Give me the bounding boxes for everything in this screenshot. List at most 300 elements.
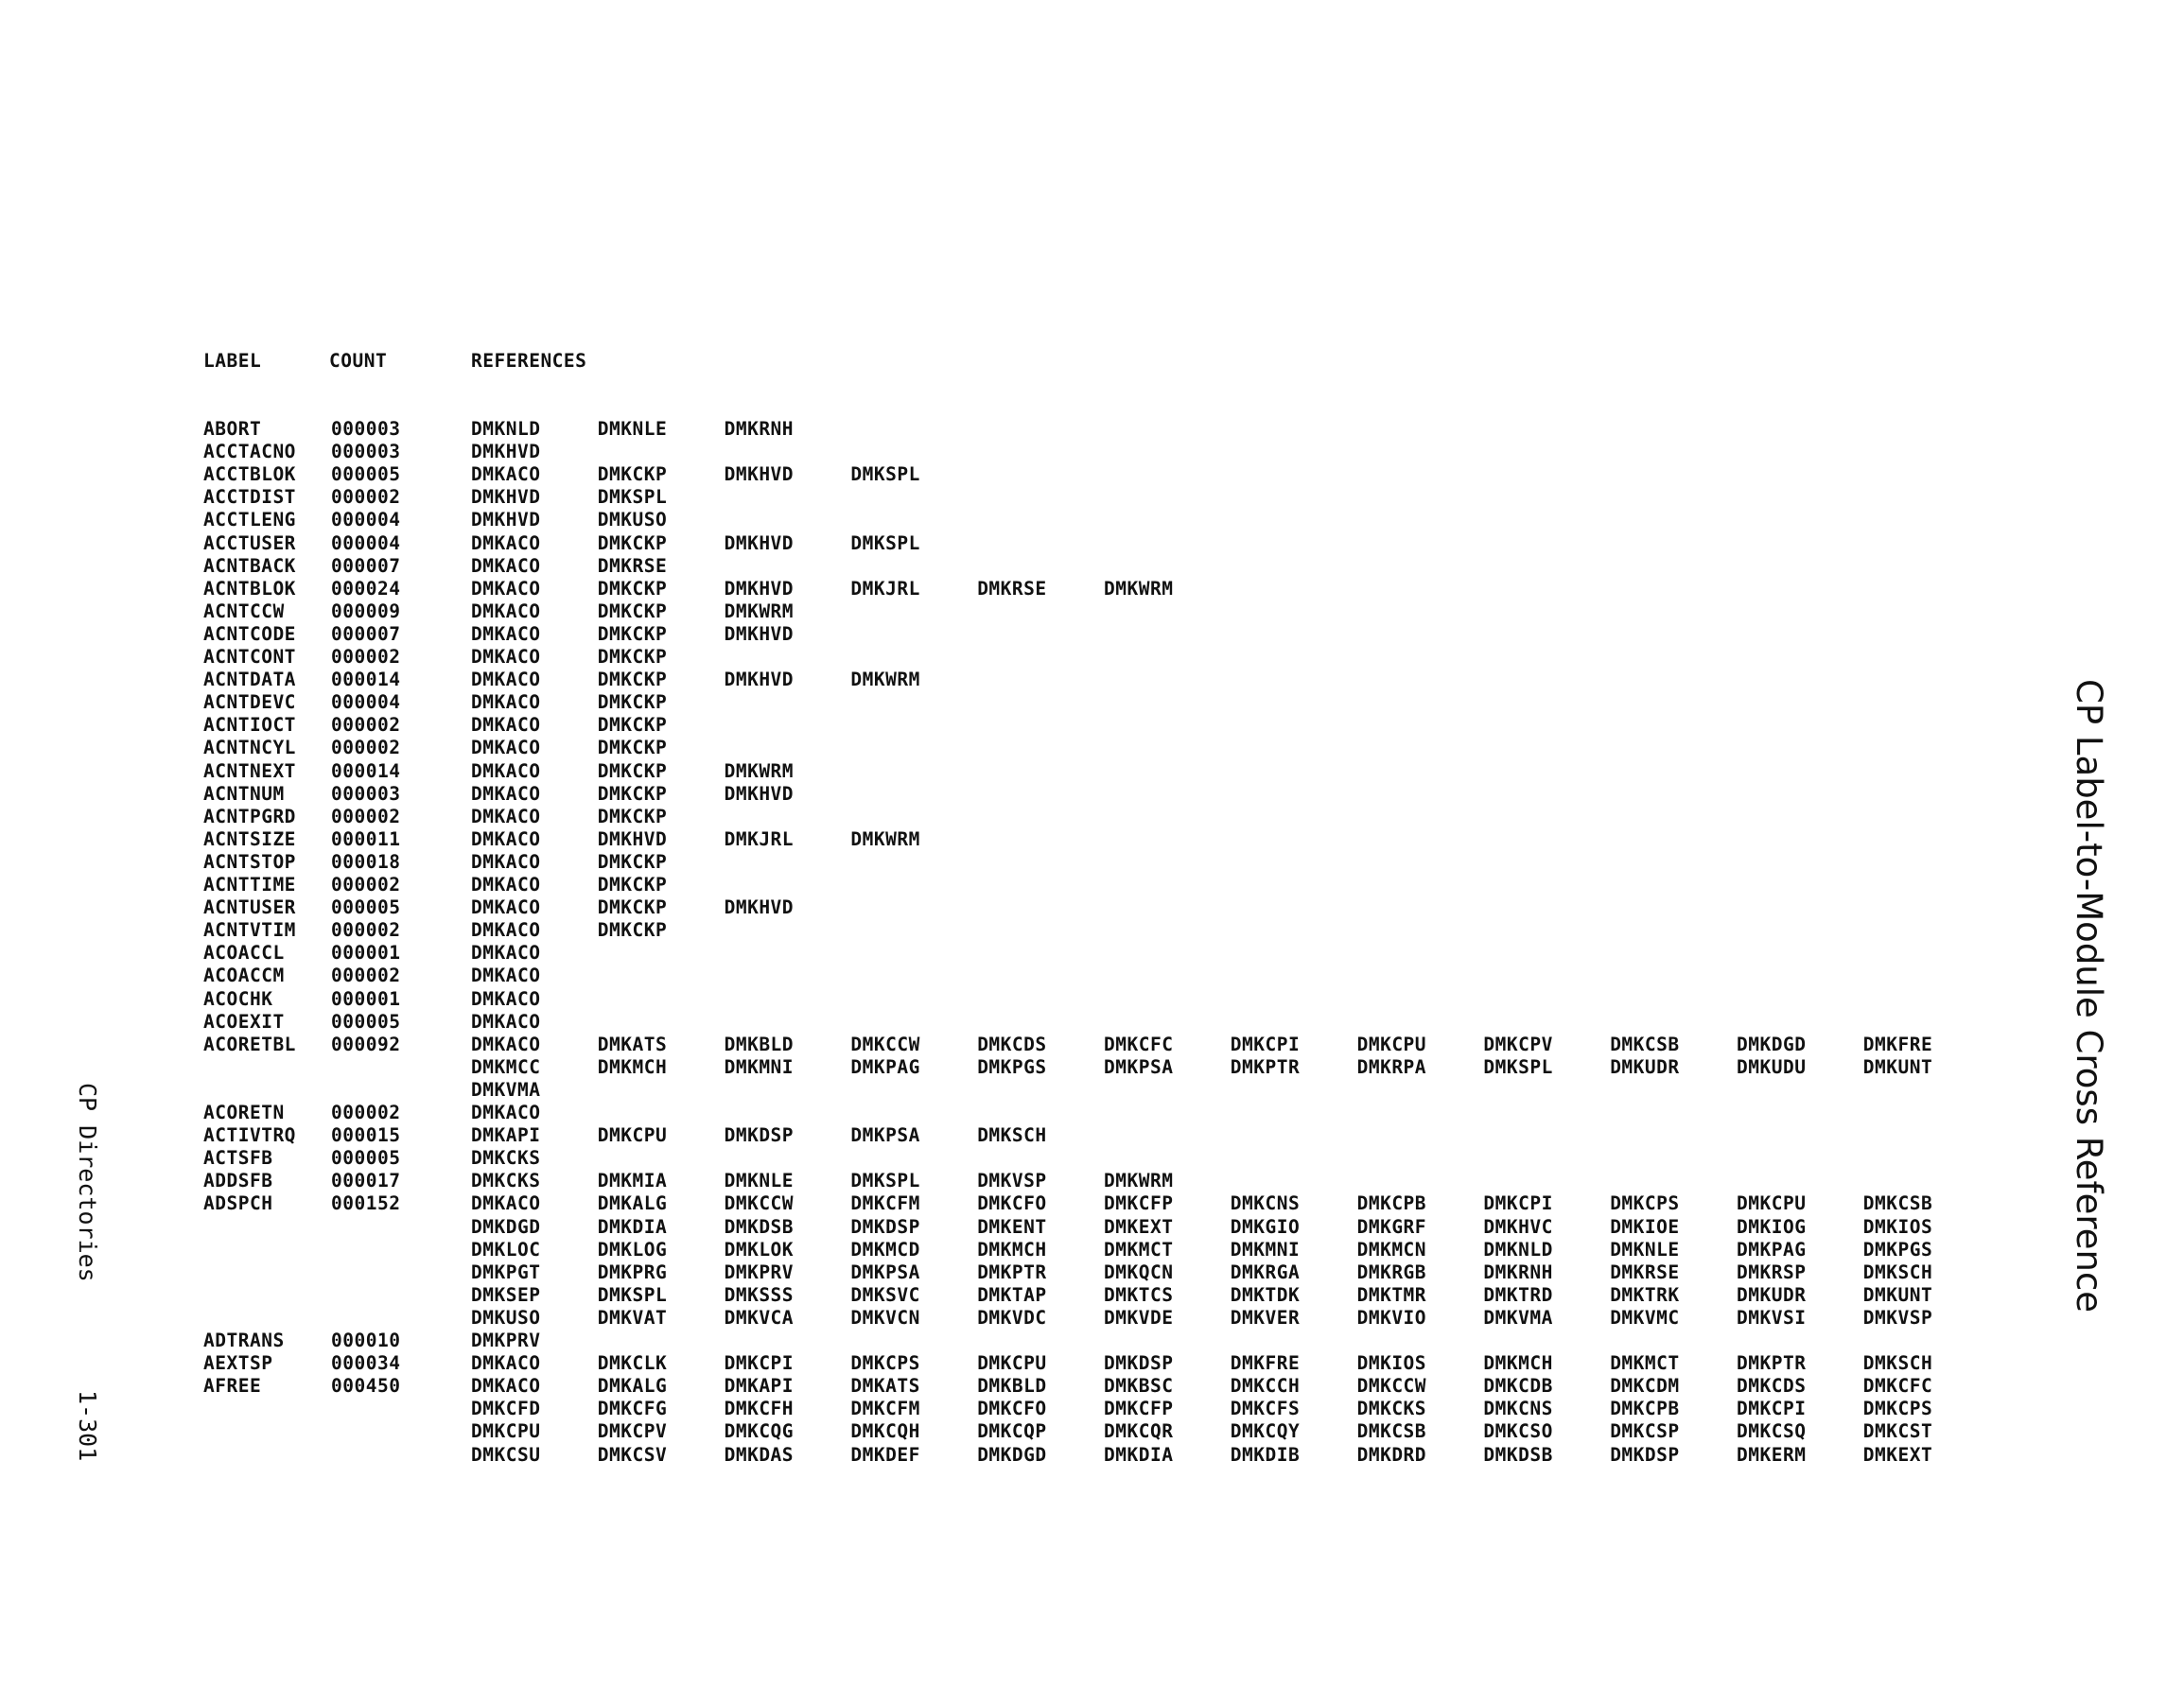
table-row — [0, 669, 2184, 691]
module-reference: DMKBLD — [977, 1375, 1047, 1398]
module-reference: DMKCKP — [597, 896, 668, 919]
module-reference: DMKCLK — [597, 1352, 668, 1375]
module-reference: DMKVIO — [1356, 1306, 1427, 1329]
module-reference: DMKVAT — [597, 1306, 668, 1329]
table-row — [0, 1034, 2184, 1056]
row-label: ABORT — [203, 418, 262, 440]
table-row — [0, 578, 2184, 600]
module-reference: DMKWRM — [1104, 1170, 1174, 1192]
module-reference: DMKACO — [471, 1192, 541, 1215]
module-reference: DMKHVC — [1483, 1215, 1553, 1238]
module-reference: DMKCPI — [1737, 1398, 1807, 1420]
module-reference: DMKVMC — [1610, 1306, 1680, 1329]
row-count: 000011 — [331, 827, 401, 850]
row-label: ACNTCODE — [203, 622, 296, 645]
module-reference: DMKSPL — [597, 486, 668, 509]
row-label: ACNTPGRD — [203, 805, 296, 827]
module-reference: DMKACO — [471, 1352, 541, 1375]
module-reference: DMKCQY — [1230, 1420, 1301, 1443]
module-reference: DMKCKP — [597, 874, 668, 896]
module-reference: DMKERM — [1737, 1443, 1807, 1466]
module-reference: DMKMIA — [597, 1170, 668, 1192]
module-reference: DMKDSP — [1104, 1352, 1174, 1375]
table-row — [0, 1420, 2184, 1443]
module-reference: DMKSPL — [850, 463, 920, 486]
module-reference: DMKPSA — [850, 1124, 920, 1147]
table-row — [0, 965, 2184, 987]
module-reference: DMKDIA — [1104, 1443, 1174, 1466]
row-label: ACNTUSER — [203, 896, 296, 919]
table-row — [0, 441, 2184, 463]
module-reference: DMKCSP — [1610, 1420, 1680, 1443]
row-count: 000002 — [331, 805, 401, 827]
row-count: 000002 — [331, 714, 401, 737]
module-reference: DMKCPU — [1737, 1192, 1807, 1215]
row-count: 000034 — [331, 1352, 401, 1375]
module-reference: DMKVSP — [977, 1170, 1047, 1192]
module-reference: DMKWRM — [850, 827, 920, 850]
module-reference: DMKWRM — [724, 600, 795, 622]
module-reference: DMKACO — [471, 759, 541, 782]
module-reference: DMKCKP — [597, 737, 668, 759]
module-reference: DMKNLD — [471, 418, 541, 440]
module-reference: DMKVCA — [724, 1306, 795, 1329]
module-reference: DMKDGD — [1737, 1033, 1807, 1055]
module-reference: DMKLOG — [597, 1238, 668, 1261]
table-row — [0, 1444, 2184, 1467]
module-reference: DMKLOK — [724, 1238, 795, 1261]
table-row — [0, 1398, 2184, 1420]
module-reference: DMKATS — [597, 1033, 668, 1055]
row-count: 000004 — [331, 509, 401, 531]
module-reference: DMKCPI — [1483, 1192, 1553, 1215]
module-reference: DMKNLD — [1483, 1238, 1553, 1261]
module-reference: DMKSPL — [850, 531, 920, 554]
table-row — [0, 988, 2184, 1011]
module-reference: DMKUDR — [1610, 1055, 1680, 1078]
module-reference: DMKCDB — [1483, 1375, 1553, 1398]
table-row — [0, 760, 2184, 783]
module-reference: DMKFRE — [1862, 1033, 1933, 1055]
module-reference: DMKCPS — [850, 1352, 920, 1375]
module-reference: DMKCCW — [1356, 1375, 1427, 1398]
row-count: 000004 — [331, 531, 401, 554]
module-reference: DMKACO — [471, 622, 541, 645]
module-reference: DMKCKP — [597, 691, 668, 714]
module-reference: DMKCQG — [724, 1420, 795, 1443]
module-reference: DMKDAS — [724, 1443, 795, 1466]
module-reference: DMKHVD — [471, 486, 541, 509]
module-reference: DMKSPL — [1483, 1055, 1553, 1078]
module-reference: DMKEXT — [1862, 1443, 1933, 1466]
module-reference: DMKACO — [471, 1010, 541, 1033]
module-reference: DMKACO — [471, 600, 541, 622]
module-reference: DMKCKP — [597, 577, 668, 600]
module-reference: DMKEXT — [1104, 1215, 1174, 1238]
row-label: ADSPCH — [203, 1192, 273, 1215]
module-reference: DMKPTR — [977, 1261, 1047, 1283]
module-reference: DMKIOS — [1862, 1215, 1933, 1238]
module-reference: DMKTAP — [977, 1283, 1047, 1306]
module-reference: DMKHVD — [724, 669, 795, 691]
module-reference: DMKSSS — [724, 1283, 795, 1306]
table-row — [0, 783, 2184, 806]
table-row — [0, 463, 2184, 486]
module-reference: DMKMCD — [850, 1238, 920, 1261]
module-reference: DMKDSB — [1483, 1443, 1553, 1466]
module-reference: DMKRSP — [1737, 1261, 1807, 1283]
table-row — [0, 691, 2184, 714]
module-reference: DMKUSO — [597, 509, 668, 531]
module-reference: DMKCKS — [1356, 1398, 1427, 1420]
table-row — [0, 1124, 2184, 1147]
module-reference: DMKCFO — [977, 1192, 1047, 1215]
row-label: ACTSFB — [203, 1147, 273, 1170]
module-reference: DMKALG — [597, 1375, 668, 1398]
module-reference: DMKFRE — [1230, 1352, 1301, 1375]
module-reference: DMKBSC — [1104, 1375, 1174, 1398]
module-reference: DMKRSE — [977, 577, 1047, 600]
module-reference: DMKGIO — [1230, 1215, 1301, 1238]
row-count: 000007 — [331, 554, 401, 577]
module-reference: DMKVSI — [1737, 1306, 1807, 1329]
module-reference: DMKPAG — [1737, 1238, 1807, 1261]
table-row — [0, 532, 2184, 555]
row-label: ACCTBLOK — [203, 463, 296, 486]
module-reference: DMKCKP — [597, 805, 668, 827]
row-count: 000005 — [331, 1147, 401, 1170]
module-reference: DMKMCH — [977, 1238, 1047, 1261]
table-row — [0, 1102, 2184, 1124]
module-reference: DMKTRD — [1483, 1283, 1553, 1306]
module-reference: DMKCKS — [471, 1170, 541, 1192]
module-reference: DMKCDS — [977, 1033, 1047, 1055]
module-reference: DMKACO — [471, 805, 541, 827]
row-count: 000002 — [331, 965, 401, 987]
row-count: 000152 — [331, 1192, 401, 1215]
module-reference: DMKDEF — [850, 1443, 920, 1466]
table-row — [0, 828, 2184, 851]
module-reference: DMKMCH — [1483, 1352, 1553, 1375]
module-reference: DMKACO — [471, 577, 541, 600]
row-count: 000002 — [331, 646, 401, 668]
module-reference: DMKVER — [1230, 1306, 1301, 1329]
references-column-header: REFERENCES — [471, 350, 587, 372]
row-count: 000001 — [331, 987, 401, 1010]
table-row — [0, 1011, 2184, 1034]
module-reference: DMKACO — [471, 827, 541, 850]
row-count: 000024 — [331, 577, 401, 600]
module-reference: DMKHVD — [724, 531, 795, 554]
module-reference: DMKVDE — [1104, 1306, 1174, 1329]
module-reference: DMKVDC — [977, 1306, 1047, 1329]
module-reference: DMKJRL — [850, 577, 920, 600]
module-reference: DMKSEP — [471, 1283, 541, 1306]
module-reference: DMKACO — [471, 737, 541, 759]
row-count: 000003 — [331, 782, 401, 805]
label-column-header: LABEL — [203, 350, 262, 372]
module-reference: DMKCPS — [1610, 1192, 1680, 1215]
table-row — [0, 1170, 2184, 1192]
module-reference: DMKPAG — [850, 1055, 920, 1078]
module-reference: DMKACO — [471, 896, 541, 919]
module-reference: DMKCQR — [1104, 1420, 1174, 1443]
module-reference: DMKGRF — [1356, 1215, 1427, 1238]
module-reference: DMKPSA — [850, 1261, 920, 1283]
module-reference: DMKCPU — [1356, 1033, 1427, 1055]
module-reference: DMKMCT — [1104, 1238, 1174, 1261]
module-reference: DMKCSB — [1356, 1420, 1427, 1443]
module-reference: DMKACO — [471, 463, 541, 486]
row-count: 000005 — [331, 896, 401, 919]
row-label: ACNTCCW — [203, 600, 285, 622]
module-reference: DMKCNS — [1230, 1192, 1301, 1215]
row-count: 000017 — [331, 1170, 401, 1192]
table-row — [0, 1352, 2184, 1375]
table-row — [0, 851, 2184, 874]
module-reference: DMKMNI — [1230, 1238, 1301, 1261]
table-row — [0, 646, 2184, 669]
module-reference: DMKTMR — [1356, 1283, 1427, 1306]
module-reference: DMKDSB — [724, 1215, 795, 1238]
module-reference: DMKVMA — [1483, 1306, 1553, 1329]
table-row — [0, 1330, 2184, 1352]
table-row — [0, 600, 2184, 623]
module-reference: DMKDGD — [977, 1443, 1047, 1466]
module-reference: DMKACO — [471, 965, 541, 987]
row-label: ACNTDEVC — [203, 691, 296, 714]
module-reference: DMKACO — [471, 942, 541, 965]
module-reference: DMKCPB — [1356, 1192, 1427, 1215]
module-reference: DMKACO — [471, 874, 541, 896]
module-reference: DMKACO — [471, 1375, 541, 1398]
row-count: 000092 — [331, 1033, 401, 1055]
module-reference: DMKCFS — [1230, 1398, 1301, 1420]
row-count: 000015 — [331, 1124, 401, 1147]
module-reference: DMKJRL — [724, 827, 795, 850]
row-label: ACNTNUM — [203, 782, 285, 805]
footer-section-name: CP Directories — [74, 1083, 101, 1282]
module-reference: DMKHVD — [724, 577, 795, 600]
row-label: ACNTDATA — [203, 669, 296, 691]
module-reference: DMKHVD — [471, 509, 541, 531]
table-row — [0, 1284, 2184, 1307]
row-label: ACORETN — [203, 1102, 285, 1123]
row-label: ACOEXIT — [203, 1010, 285, 1033]
row-count: 000002 — [331, 486, 401, 509]
table-row — [0, 1079, 2184, 1102]
table-row — [0, 1307, 2184, 1330]
module-reference: DMKMCT — [1610, 1352, 1680, 1375]
row-count: 000005 — [331, 1010, 401, 1033]
module-reference: DMKALG — [597, 1192, 668, 1215]
table-row — [0, 1216, 2184, 1239]
module-reference: DMKSCH — [977, 1124, 1047, 1147]
module-reference: DMKCKP — [597, 759, 668, 782]
row-count: 000014 — [331, 759, 401, 782]
module-reference: DMKAPI — [471, 1124, 541, 1147]
module-reference: DMKSCH — [1862, 1261, 1933, 1283]
module-reference: DMKCDS — [1737, 1375, 1807, 1398]
module-reference: DMKCKP — [597, 646, 668, 668]
table-row — [0, 806, 2184, 828]
module-reference: DMKNLE — [1610, 1238, 1680, 1261]
row-count: 000010 — [331, 1330, 401, 1351]
module-reference: DMKACO — [471, 1033, 541, 1055]
module-reference: DMKCKP — [597, 669, 668, 691]
module-reference: DMKCFP — [1104, 1192, 1174, 1215]
row-label: ACNTVTIM — [203, 919, 296, 942]
table-row — [0, 737, 2184, 759]
module-reference: DMKCKP — [597, 714, 668, 737]
module-reference: DMKCKP — [597, 622, 668, 645]
module-reference: DMKRSE — [1610, 1261, 1680, 1283]
module-reference: DMKCCW — [724, 1192, 795, 1215]
module-reference: DMKDSP — [850, 1215, 920, 1238]
row-label: ACCTUSER — [203, 531, 296, 554]
module-reference: DMKCFC — [1104, 1033, 1174, 1055]
module-reference: DMKACO — [471, 531, 541, 554]
module-reference: DMKTCS — [1104, 1283, 1174, 1306]
row-count: 000002 — [331, 874, 401, 896]
module-reference: DMKCKP — [597, 463, 668, 486]
module-reference: DMKIOE — [1610, 1215, 1680, 1238]
row-label: ACCTACNO — [203, 441, 296, 463]
module-reference: DMKRGA — [1230, 1261, 1301, 1283]
module-reference: DMKCPV — [1483, 1033, 1553, 1055]
module-reference: DMKHVD — [597, 827, 668, 850]
module-reference: DMKMCC — [471, 1055, 541, 1078]
table-row — [0, 919, 2184, 942]
row-count: 000002 — [331, 737, 401, 759]
module-reference: DMKWRM — [1104, 577, 1174, 600]
module-reference: DMKCKP — [597, 782, 668, 805]
module-reference: DMKRGB — [1356, 1261, 1427, 1283]
table-row — [0, 1192, 2184, 1215]
module-reference: DMKIOS — [1356, 1352, 1427, 1375]
module-reference: DMKWRM — [850, 669, 920, 691]
module-reference: DMKPRV — [724, 1261, 795, 1283]
module-reference: DMKCKP — [597, 850, 668, 873]
module-reference: DMKSCH — [1862, 1352, 1933, 1375]
row-count: 000007 — [331, 622, 401, 645]
module-reference: DMKUDU — [1737, 1055, 1807, 1078]
module-reference: DMKENT — [977, 1215, 1047, 1238]
table-row — [0, 874, 2184, 896]
module-reference: DMKACO — [471, 714, 541, 737]
module-reference: DMKPTR — [1230, 1055, 1301, 1078]
row-count: 000009 — [331, 600, 401, 622]
module-reference: DMKCSV — [597, 1443, 668, 1466]
module-reference: DMKNLE — [724, 1170, 795, 1192]
row-label: ADTRANS — [203, 1330, 285, 1351]
module-reference: DMKCPI — [1230, 1033, 1301, 1055]
table-row — [0, 1056, 2184, 1079]
row-label: ACCTLENG — [203, 509, 296, 531]
module-reference: DMKACO — [471, 669, 541, 691]
row-count: 000005 — [331, 463, 401, 486]
table-row — [0, 1261, 2184, 1284]
module-reference: DMKCPV — [597, 1420, 668, 1443]
module-reference: DMKPGT — [471, 1261, 541, 1283]
module-reference: DMKRSE — [597, 554, 668, 577]
module-reference: DMKPSA — [1104, 1055, 1174, 1078]
table-row — [0, 942, 2184, 965]
module-reference: DMKHVD — [471, 441, 541, 463]
module-reference: DMKCPU — [977, 1352, 1047, 1375]
row-label: ACOCHK — [203, 987, 273, 1010]
row-label: ACNTIOCT — [203, 714, 296, 737]
row-label: ACNTBLOK — [203, 577, 296, 600]
module-reference: DMKACO — [471, 782, 541, 805]
module-reference: DMKCFM — [850, 1192, 920, 1215]
row-label: ACNTCONT — [203, 646, 296, 668]
row-label: ACORETBL — [203, 1033, 296, 1055]
row-label: ACNTSIZE — [203, 827, 296, 850]
module-reference: DMKCFG — [597, 1398, 668, 1420]
module-reference: DMKIOG — [1737, 1215, 1807, 1238]
table-row — [0, 1239, 2184, 1261]
module-reference: DMKVMA — [471, 1078, 541, 1101]
table-row — [0, 714, 2184, 737]
module-reference: DMKCKS — [471, 1147, 541, 1170]
module-reference: DMKHVD — [724, 782, 795, 805]
row-label: ADDSFB — [203, 1170, 273, 1192]
module-reference: DMKCDM — [1610, 1375, 1680, 1398]
module-reference: DMKUSO — [471, 1306, 541, 1329]
module-reference: DMKACO — [471, 850, 541, 873]
table-row — [0, 1147, 2184, 1170]
section-title: CP Label-to-Module Cross Reference — [2069, 679, 2109, 1313]
module-reference: DMKCFM — [850, 1398, 920, 1420]
row-count: 000014 — [331, 669, 401, 691]
module-reference: DMKMNI — [724, 1055, 795, 1078]
module-reference: DMKPRV — [471, 1330, 541, 1351]
row-label: ACOACCL — [203, 942, 285, 965]
row-count: 000004 — [331, 691, 401, 714]
module-reference: DMKCKP — [597, 919, 668, 942]
module-reference: DMKNLE — [597, 418, 668, 440]
table-row — [0, 623, 2184, 646]
module-reference: DMKSPL — [850, 1170, 920, 1192]
row-label: ACTIVTRQ — [203, 1124, 296, 1147]
module-reference: DMKPGS — [1862, 1238, 1933, 1261]
module-reference: DMKACO — [471, 691, 541, 714]
module-reference: DMKCSB — [1610, 1033, 1680, 1055]
module-reference: DMKCCW — [850, 1033, 920, 1055]
module-reference: DMKUNT — [1862, 1283, 1933, 1306]
module-reference: DMKVSP — [1862, 1306, 1933, 1329]
module-reference: DMKPGS — [977, 1055, 1047, 1078]
module-reference: DMKDIB — [1230, 1443, 1301, 1466]
module-reference: DMKCPI — [724, 1352, 795, 1375]
table-row — [0, 509, 2184, 531]
module-reference: DMKRNH — [1483, 1261, 1553, 1283]
module-reference: DMKACO — [471, 987, 541, 1010]
module-reference: DMKCQH — [850, 1420, 920, 1443]
table-row — [0, 486, 2184, 509]
footer-page-number: 1-301 — [74, 1390, 101, 1462]
module-reference: DMKHVD — [724, 463, 795, 486]
module-reference: DMKQCN — [1104, 1261, 1174, 1283]
row-count: 000003 — [331, 441, 401, 463]
module-reference: DMKLOC — [471, 1238, 541, 1261]
module-reference: DMKHVD — [724, 896, 795, 919]
module-reference: DMKATS — [850, 1375, 920, 1398]
module-reference: DMKCFO — [977, 1398, 1047, 1420]
row-label: ACNTNCYL — [203, 737, 296, 759]
module-reference: DMKCFD — [471, 1398, 541, 1420]
